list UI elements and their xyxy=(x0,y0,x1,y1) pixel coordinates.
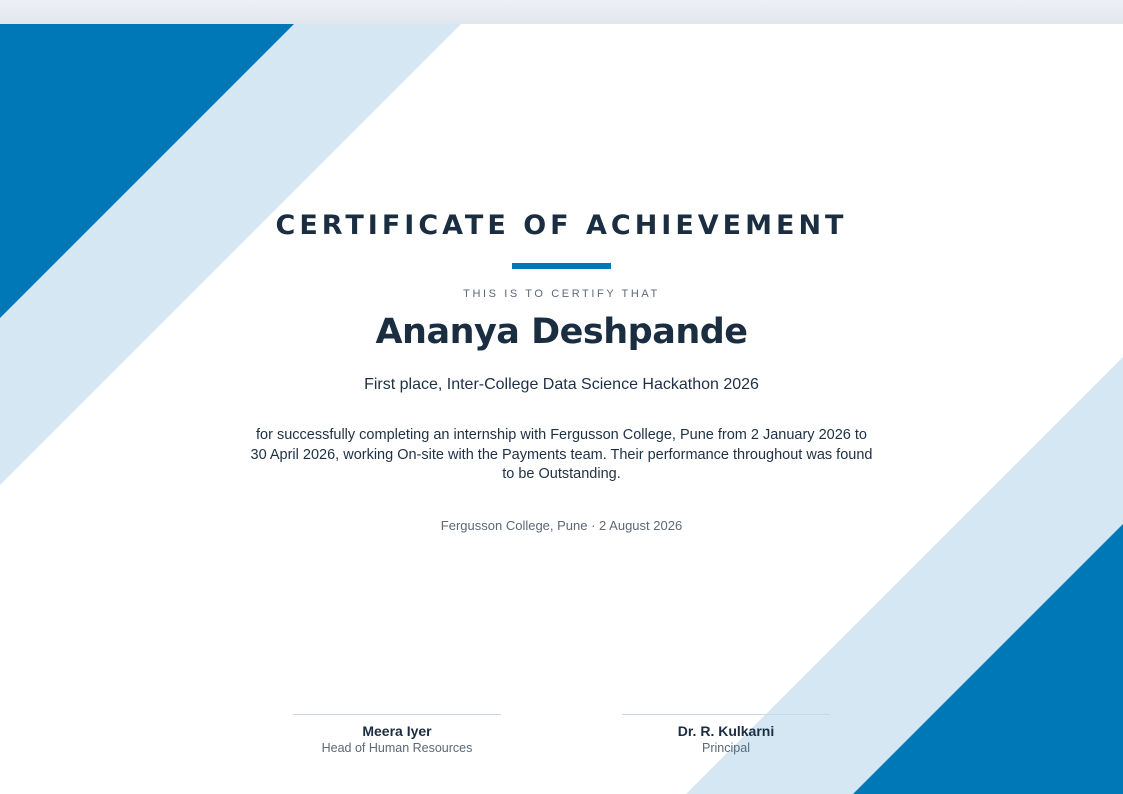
signatory-title: Principal xyxy=(702,741,750,755)
signature-block-hr xyxy=(293,714,501,757)
signature-line xyxy=(293,714,501,715)
title-underline xyxy=(512,263,611,269)
signatory-name: Meera Iyer xyxy=(362,723,432,739)
signatory-title: Head of Human Resources xyxy=(321,741,473,755)
certify-text: THIS IS TO CERTIFY THAT xyxy=(463,288,660,300)
certificate-body: for successfully completing an internship with Fergusson College, Pune from 2 January 2026 to 30 April 2026, working On-site with the Payments team. Their performance throughout was found to be Outstanding. xyxy=(250,427,873,483)
recipient-name: Ananya Deshpande xyxy=(375,312,748,352)
certificate-title: CERTIFICATE OF ACHIEVEMENT xyxy=(275,210,848,241)
signature-block-principal xyxy=(622,714,830,757)
signature-line xyxy=(622,714,830,715)
certificate-page xyxy=(0,24,1123,794)
place-and-date: Fergusson College, Pune · 2 August 2026 xyxy=(440,518,683,533)
decorative-stripes xyxy=(0,24,1123,794)
viewer-top-bar xyxy=(0,0,1123,24)
achievement-text: First place, Inter-College Data Science Hackathon 2026 xyxy=(364,376,759,393)
signatory-name: Dr. R. Kulkarni xyxy=(677,723,775,739)
